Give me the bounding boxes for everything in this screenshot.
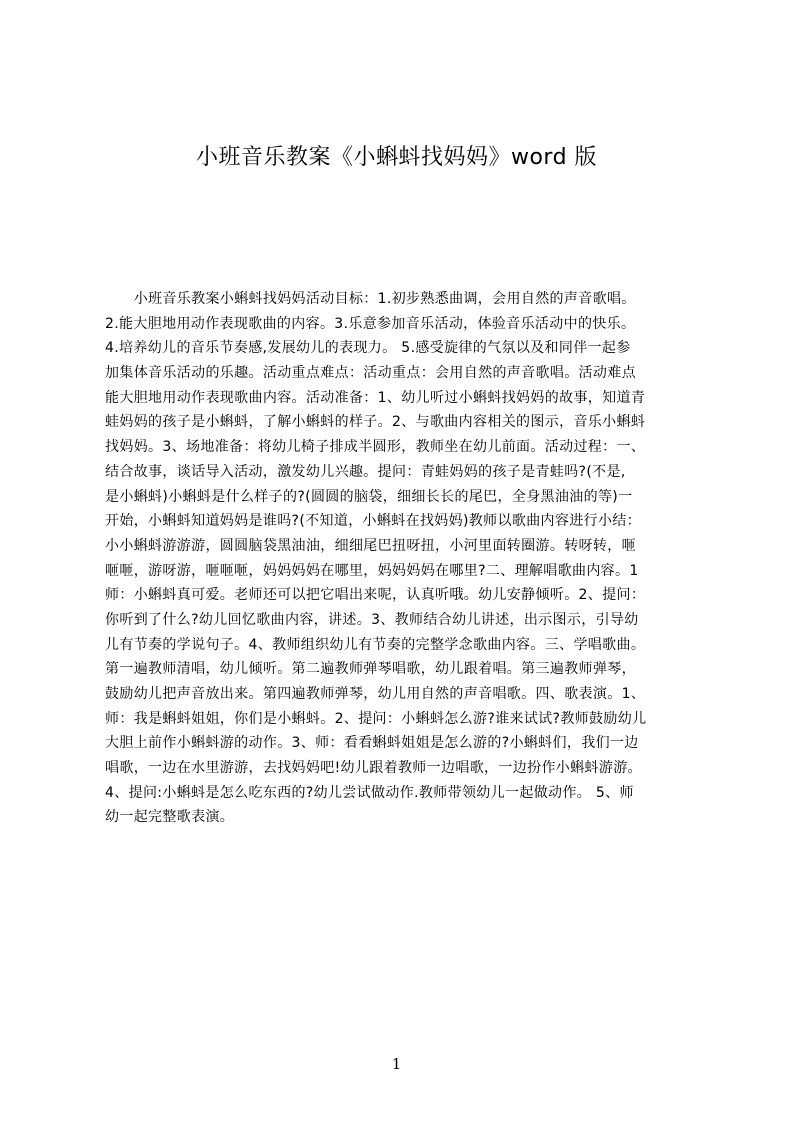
body-line: 你听到了什么?幼儿回忆歌曲内容，讲述。3、教师结合幼儿讲述，出示图示，引导幼 [105,611,639,628]
body-line: 唱歌，一边在水里游游，去找妈妈吧!幼儿跟着教师一边唱歌，一边扮作小蝌蚪游游。 [105,760,642,777]
body-line: 师：我是蝌蚪姐姐，你们是小蝌蚪。2、提问：小蝌蚪怎么游?谁来试试?教师鼓励幼儿 [105,710,647,727]
body-line: 加集体音乐活动的乐趣。活动重点难点：活动重点：会用自然的声音歌唱。活动难点 [105,365,636,382]
body-line: 师：小蝌蚪真可爱。老师还可以把它唱出来呢，认真听哦。幼儿安静倾听。2、提问： [105,587,646,604]
body-line: 蛙妈妈的孩子是小蝌蚪，了解小蝌蚪的样子。2、与歌曲内容相关的图示，音乐小蝌蚪 [105,414,646,431]
body-line: 2.能大胆地用动作表现歌曲的内容。3.乐意参加音乐活动，体验音乐活动中的快乐。 [105,315,636,332]
body-line: 咂咂，游呀游，咂咂咂，妈妈妈妈在哪里，妈妈妈妈在哪里?二、理解唱歌曲内容。1 [105,562,639,579]
body-line: 找妈妈。3、场地准备：将幼儿椅子排成半圆形，教师坐在幼儿前面。活动过程：一、 [105,439,646,456]
body-line: 幼一起完整歌表演。 [105,809,235,826]
body-line: 4.培养幼儿的音乐节奏感,发展幼儿的表现力。 5.感受旋律的气氛以及和同伴一起参 [105,340,631,357]
body-line: 鼓励幼儿把声音放出来。第四遍教师弹琴，幼儿用自然的声音唱歌。四、歌表演。1、 [105,686,646,702]
body-line: 4、提问:小蝌蚪是怎么吃东西的?幼儿尝试做动作.教师带领幼儿一起做动作。 5、师 [105,784,634,801]
body-line: 第一遍教师清唱，幼儿倾听。第二遍教师弹琴唱歌，幼儿跟着唱。第三遍教师弹琴， [105,661,636,678]
page-number: 1 [391,1055,402,1073]
body-line: 小小蝌蚪游游游，圆圆脑袋黑油油，细细尾巴扭呀扭，小河里面转圈游。转呀转，咂 [105,537,636,554]
body-line: 能大胆地用动作表现歌曲内容。活动准备：1、幼儿听过小蝌蚪找妈妈的故事，知道青 [105,389,646,406]
body-line: 结合故事，谈话导入活动，激发幼儿兴趣。提问：青蛙妈妈的孩子是青蛙吗?(不是, [105,463,626,480]
body-line: 小班音乐教案小蝌蚪找妈妈活动目标：1.初步熟悉曲调，会用自然的声音歌唱。 [105,291,636,307]
document-body [105,287,696,887]
body-line: 开始，小蝌蚪知道妈妈是谁吗?(不知道，小蝌蚪在找妈妈)教师以歌曲内容进行小结： [105,513,642,530]
body-line: 大胆上前作小蝌蚪游的动作。3、师：看看蝌蚪姐姐是怎么游的?小蝌蚪们，我们一边 [105,735,639,752]
body-line: 是小蝌蚪)小蝌蚪是什么样子的?(圆圆的脑袋，细细长长的尾巴，全身黑油油的等)一 [105,488,633,505]
document-title: 小班音乐教案《小蝌蚪找妈妈》word 版 [195,145,598,170]
body-line: 儿有节奏的学说句子。4、教师组织幼儿有节奏的完整学念歌曲内容。三、学唱歌曲。 [105,636,646,653]
